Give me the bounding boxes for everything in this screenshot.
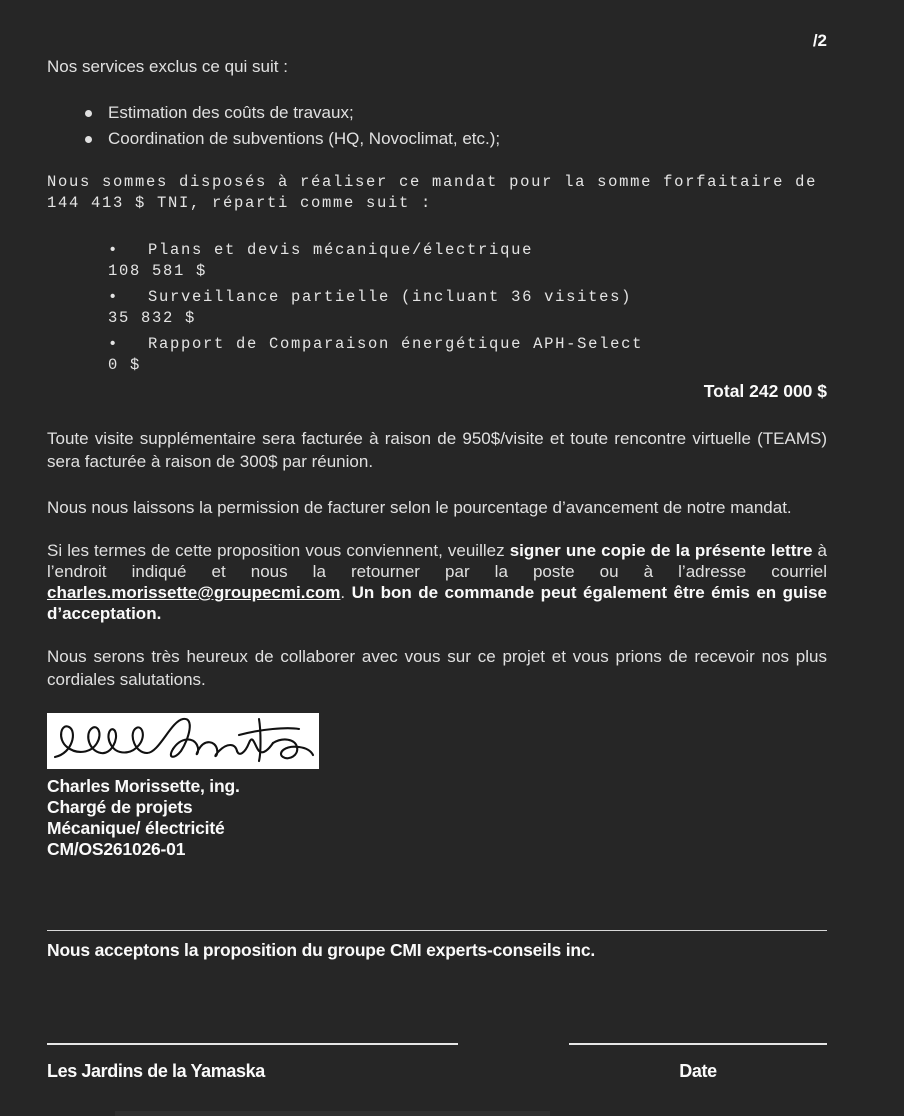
acceptance-divider (47, 930, 827, 931)
signature-image (47, 713, 319, 769)
fee-item (47, 240, 827, 282)
fee-item-label: Rapport de Comparaison énergétique APH-Select (148, 335, 644, 353)
fee-item-amount: 0 $ (108, 356, 142, 374)
signatory-name: Charles Morissette, ing. (47, 776, 240, 796)
fee-intro-line: Nous sommes disposés à réaliser ce mandat pour la somme forfaitaire de (47, 173, 818, 191)
bullet-icon: • (108, 288, 120, 306)
bullet-icon: • (108, 241, 120, 259)
fee-item-label-row (47, 334, 827, 355)
client-signature-line (47, 1043, 458, 1045)
fee-item-amount: 108 581 $ (108, 262, 208, 280)
fee-item-label-row (47, 287, 827, 308)
paragraph-billing: Nous nous laissons la permission de facturer selon le pourcentage d’avancement de notre mandat. (47, 498, 792, 517)
acceptance-terms-text: Si les termes de cette proposition vous conviennent, veuillez (47, 541, 510, 560)
signatory-department: Mécanique/ électricité (47, 818, 225, 838)
exclusion-item (47, 126, 827, 152)
page-number: /2 (812, 31, 827, 50)
fee-item-label: Plans et devis mécanique/électrique (148, 241, 534, 259)
bullet-icon (85, 136, 92, 143)
file-reference: CM/OS261026-01 (47, 839, 186, 859)
fee-list (47, 240, 827, 376)
acceptance-terms-bold: signer une copie de la présente lettre (509, 541, 813, 560)
paragraph-closing: Nous serons très heureux de collaborer avec vous sur ce projet et vous prions de recevoir nos plus cordiales salutations. (47, 647, 827, 689)
date-signature-line (569, 1043, 827, 1045)
total-amount: Total 242 000 $ (703, 381, 827, 401)
page-bottom-edge (115, 1111, 550, 1116)
fee-item (47, 287, 827, 329)
paragraph-acceptance-terms (47, 540, 827, 624)
services-excluded-heading: Nos services exclus ce qui suit : (47, 57, 288, 76)
signature-lines-row (47, 1043, 827, 1045)
exclusion-item-text: Estimation des coûts de travaux; (108, 103, 354, 122)
client-name-label: Les Jardins de la Yamaska (47, 1061, 265, 1081)
acceptance-terms-bold: Un bon de commande peut également être émis en guise d’acceptation. (47, 583, 827, 623)
fee-intro (47, 172, 827, 214)
bullet-icon (85, 110, 92, 117)
acceptance-terms-text: à l’endroit indiqué et nous la retourner par la poste ou à l’adresse courriel (47, 541, 827, 581)
fee-item-label-row (47, 240, 827, 261)
email-link[interactable]: charles.morissette@groupecmi.com (47, 583, 341, 602)
bullet-icon: • (108, 335, 120, 353)
fee-item-label: Surveillance partielle (incluant 36 visites) (148, 288, 633, 306)
exclusion-item (47, 100, 827, 126)
paragraph-extra-visits: Toute visite supplémentaire sera facturée à raison de 950$/visite et toute rencontre virtuelle (TEAMS) sera facturée à raison de 300$ par réunion. (47, 429, 827, 471)
exclusion-item-text: Coordination de subventions (HQ, Novoclimat, etc.); (108, 129, 501, 148)
signature-labels-row (47, 1061, 827, 1082)
fee-intro-line: 144 413 $ TNI, réparti comme suit : (47, 194, 433, 212)
fee-item (47, 334, 827, 376)
exclusions-list (47, 100, 827, 152)
date-label: Date (679, 1061, 717, 1081)
fee-item-amount: 35 832 $ (108, 309, 197, 327)
signatory-role: Chargé de projets (47, 797, 193, 817)
acceptance-terms-text: . (340, 583, 352, 602)
acceptance-statement: Nous acceptons la proposition du groupe CMI experts-conseils inc. (47, 940, 596, 960)
signatory-block (47, 776, 827, 860)
handwritten-signature (47, 713, 319, 769)
